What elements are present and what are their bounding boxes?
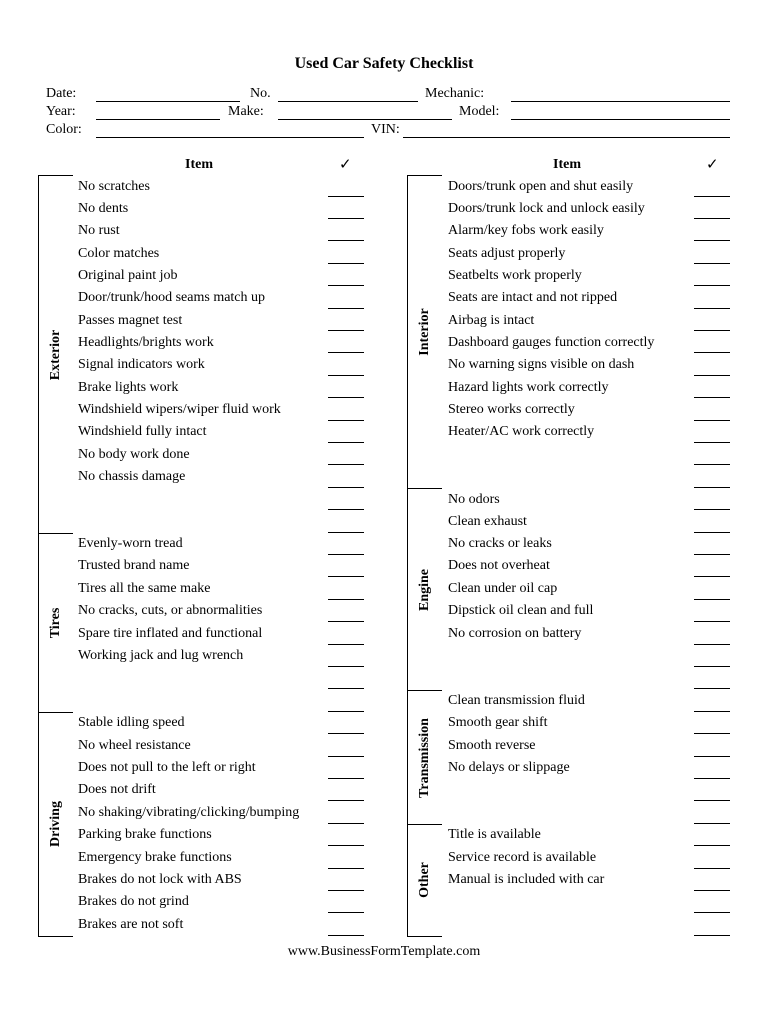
checklist-item: No dents xyxy=(78,201,129,216)
left-check-header: ✓ xyxy=(339,157,352,173)
date-field[interactable] xyxy=(96,101,240,102)
checklist-item: Smooth gear shift xyxy=(448,715,548,730)
year-label: Year: xyxy=(46,104,76,119)
engine-section xyxy=(407,488,442,691)
checklist-item: Alarm/key fobs work easily xyxy=(448,223,604,238)
check-blank[interactable] xyxy=(328,240,364,241)
transmission-label: Transmission xyxy=(417,718,432,798)
other-section xyxy=(407,824,442,937)
check-blank[interactable] xyxy=(694,890,730,891)
checklist-item: Working jack and lug wrench xyxy=(78,648,244,663)
no-field[interactable] xyxy=(278,101,418,102)
interior-label: Interior xyxy=(417,308,432,356)
interior-section xyxy=(407,175,442,489)
check-blank[interactable] xyxy=(694,218,730,219)
check-blank[interactable] xyxy=(694,733,730,734)
check-blank[interactable] xyxy=(694,352,730,353)
checklist-item: Door/trunk/hood seams match up xyxy=(78,290,266,305)
checklist-item: Service record is available xyxy=(448,850,597,865)
checklist-item: Dipstick oil clean and full xyxy=(448,603,594,618)
driving-section xyxy=(38,712,73,937)
checklist-item: Brakes do not lock with ABS xyxy=(78,872,242,887)
checklist-item: Trusted brand name xyxy=(78,558,190,573)
checklist-item: No cracks, cuts, or abnormalities xyxy=(78,603,263,618)
page-title: Used Car Safety Checklist xyxy=(294,55,474,72)
check-blank[interactable] xyxy=(694,778,730,779)
checklist-item: Windshield wipers/wiper fluid work xyxy=(78,402,281,417)
checklist-item: No corrosion on battery xyxy=(448,626,582,641)
checklist-item: Seatbelts work properly xyxy=(448,268,582,283)
check-blank[interactable] xyxy=(328,666,364,667)
check-blank[interactable] xyxy=(328,218,364,219)
checklist-item: No body work done xyxy=(78,447,190,462)
check-blank[interactable] xyxy=(328,890,364,891)
tires-label: Tires xyxy=(48,607,63,639)
checklist-item: No scratches xyxy=(78,179,150,194)
right-item-header: Item xyxy=(553,157,581,172)
check-blank[interactable] xyxy=(694,868,730,869)
check-blank[interactable] xyxy=(694,532,730,533)
check-blank[interactable] xyxy=(694,576,730,577)
checklist-item: No delays or slippage xyxy=(448,760,570,775)
checklist-item: Stereo works correctly xyxy=(448,402,575,417)
driving-label: Driving xyxy=(48,801,63,847)
check-blank[interactable] xyxy=(694,756,730,757)
check-blank[interactable] xyxy=(328,711,364,712)
checklist-item: Title is available xyxy=(448,827,541,842)
check-blank[interactable] xyxy=(694,420,730,421)
check-blank[interactable] xyxy=(328,285,364,286)
check-blank[interactable] xyxy=(328,487,364,488)
left-item-header: Item xyxy=(185,157,213,172)
model-field[interactable] xyxy=(511,119,730,120)
check-blank[interactable] xyxy=(328,621,364,622)
color-field[interactable] xyxy=(96,137,364,138)
checklist-item: Manual is included with car xyxy=(448,872,605,887)
make-field[interactable] xyxy=(278,119,452,120)
check-blank[interactable] xyxy=(328,644,364,645)
checklist-item: Headlights/brights work xyxy=(78,335,214,350)
check-blank[interactable] xyxy=(694,599,730,600)
exterior-section xyxy=(38,175,73,534)
tires-section xyxy=(38,533,73,713)
check-blank[interactable] xyxy=(694,397,730,398)
checklist-item: No warning signs visible on dash xyxy=(448,357,635,372)
checklist-item: Brakes do not grind xyxy=(78,894,189,909)
checklist-item: Brakes are not soft xyxy=(78,917,184,932)
check-blank[interactable] xyxy=(694,711,730,712)
checklist-item: Clean transmission fluid xyxy=(448,693,585,708)
mechanic-label: Mechanic: xyxy=(425,86,485,101)
check-blank[interactable] xyxy=(328,397,364,398)
checklist-item: No shaking/vibrating/clicking/bumping xyxy=(78,805,300,820)
checklist-item: Seats adjust properly xyxy=(448,246,566,261)
checklist-item: Heater/AC work correctly xyxy=(448,424,595,439)
check-blank[interactable] xyxy=(328,823,364,824)
checklist-item: Passes magnet test xyxy=(78,313,183,328)
check-blank[interactable] xyxy=(328,352,364,353)
check-blank[interactable] xyxy=(694,330,730,331)
vin-label: VIN: xyxy=(371,122,400,137)
checklist-item: No wheel resistance xyxy=(78,738,191,753)
checklist-item: Smooth reverse xyxy=(448,738,536,753)
check-blank[interactable] xyxy=(328,688,364,689)
check-blank[interactable] xyxy=(694,464,730,465)
check-blank[interactable] xyxy=(694,823,730,824)
check-blank[interactable] xyxy=(328,196,364,197)
check-blank[interactable] xyxy=(694,935,730,936)
checklist-item: Clean exhaust xyxy=(448,514,527,529)
mechanic-field[interactable] xyxy=(511,101,730,102)
checklist-item: Windshield fully intact xyxy=(78,424,207,439)
check-blank[interactable] xyxy=(694,196,730,197)
checklist-item: Clean under oil cap xyxy=(448,581,558,596)
checklist-item: Doors/trunk lock and unlock easily xyxy=(448,201,645,216)
check-blank[interactable] xyxy=(328,532,364,533)
check-blank[interactable] xyxy=(328,868,364,869)
checklist-item: Doors/trunk open and shut easily xyxy=(448,179,634,194)
checklist-item: Hazard lights work correctly xyxy=(448,380,609,395)
check-blank[interactable] xyxy=(328,935,364,936)
year-field[interactable] xyxy=(96,119,220,120)
checklist-item: Does not pull to the left or right xyxy=(78,760,256,775)
checklist-item: Spare tire inflated and functional xyxy=(78,626,263,641)
checklist-item: Signal indicators work xyxy=(78,357,205,372)
check-blank[interactable] xyxy=(328,554,364,555)
checklist-item: Stable idling speed xyxy=(78,715,185,730)
check-blank[interactable] xyxy=(694,308,730,309)
right-check-header: ✓ xyxy=(706,157,719,173)
check-blank[interactable] xyxy=(328,576,364,577)
model-label: Model: xyxy=(459,104,500,119)
check-blank[interactable] xyxy=(328,263,364,264)
check-blank[interactable] xyxy=(694,442,730,443)
vin-field[interactable] xyxy=(403,137,730,138)
checklist-item: Seats are intact and not ripped xyxy=(448,290,618,305)
check-blank[interactable] xyxy=(694,285,730,286)
checklist-item: Original paint job xyxy=(78,268,178,283)
check-blank[interactable] xyxy=(328,733,364,734)
no-label: No. xyxy=(250,86,271,101)
check-blank[interactable] xyxy=(694,263,730,264)
checklist-item: No rust xyxy=(78,223,120,238)
date-label: Date: xyxy=(46,86,77,101)
checklist-item: Evenly-worn tread xyxy=(78,536,183,551)
check-blank[interactable] xyxy=(694,375,730,376)
exterior-label: Exterior xyxy=(48,329,63,381)
check-blank[interactable] xyxy=(328,912,364,913)
footer-url: www.BusinessFormTemplate.com xyxy=(287,944,481,959)
checklist-item: Tires all the same make xyxy=(78,581,211,596)
checklist-item: No cracks or leaks xyxy=(448,536,552,551)
check-blank[interactable] xyxy=(328,308,364,309)
check-blank[interactable] xyxy=(328,599,364,600)
checklist-item: Dashboard gauges function correctly xyxy=(448,335,655,350)
check-blank[interactable] xyxy=(328,778,364,779)
check-blank[interactable] xyxy=(694,912,730,913)
checklist-item: Parking brake functions xyxy=(78,827,212,842)
check-blank[interactable] xyxy=(328,330,364,331)
check-blank[interactable] xyxy=(694,644,730,645)
check-blank[interactable] xyxy=(328,375,364,376)
check-blank[interactable] xyxy=(694,845,730,846)
checklist-item: No odors xyxy=(448,492,500,507)
engine-label: Engine xyxy=(417,568,432,612)
check-blank[interactable] xyxy=(694,554,730,555)
make-label: Make: xyxy=(228,104,264,119)
checklist-item: Color matches xyxy=(78,246,160,261)
checklist-item: Brake lights work xyxy=(78,380,179,395)
color-label: Color: xyxy=(46,122,82,137)
other-label: Other xyxy=(417,862,432,898)
check-blank[interactable] xyxy=(328,509,364,510)
checklist-item: Emergency brake functions xyxy=(78,850,232,865)
check-blank[interactable] xyxy=(328,845,364,846)
check-blank[interactable] xyxy=(694,800,730,801)
check-blank[interactable] xyxy=(694,688,730,689)
check-blank[interactable] xyxy=(328,756,364,757)
check-blank[interactable] xyxy=(694,240,730,241)
check-blank[interactable] xyxy=(328,800,364,801)
check-blank[interactable] xyxy=(328,420,364,421)
check-blank[interactable] xyxy=(694,509,730,510)
check-blank[interactable] xyxy=(694,621,730,622)
check-blank[interactable] xyxy=(694,666,730,667)
check-blank[interactable] xyxy=(328,442,364,443)
check-blank[interactable] xyxy=(328,464,364,465)
checklist-item: Does not overheat xyxy=(448,558,550,573)
transmission-section xyxy=(407,690,442,825)
check-blank[interactable] xyxy=(694,487,730,488)
checklist-item: Airbag is intact xyxy=(448,313,535,328)
checklist-item: No chassis damage xyxy=(78,469,186,484)
checklist-item: Does not drift xyxy=(78,782,156,797)
